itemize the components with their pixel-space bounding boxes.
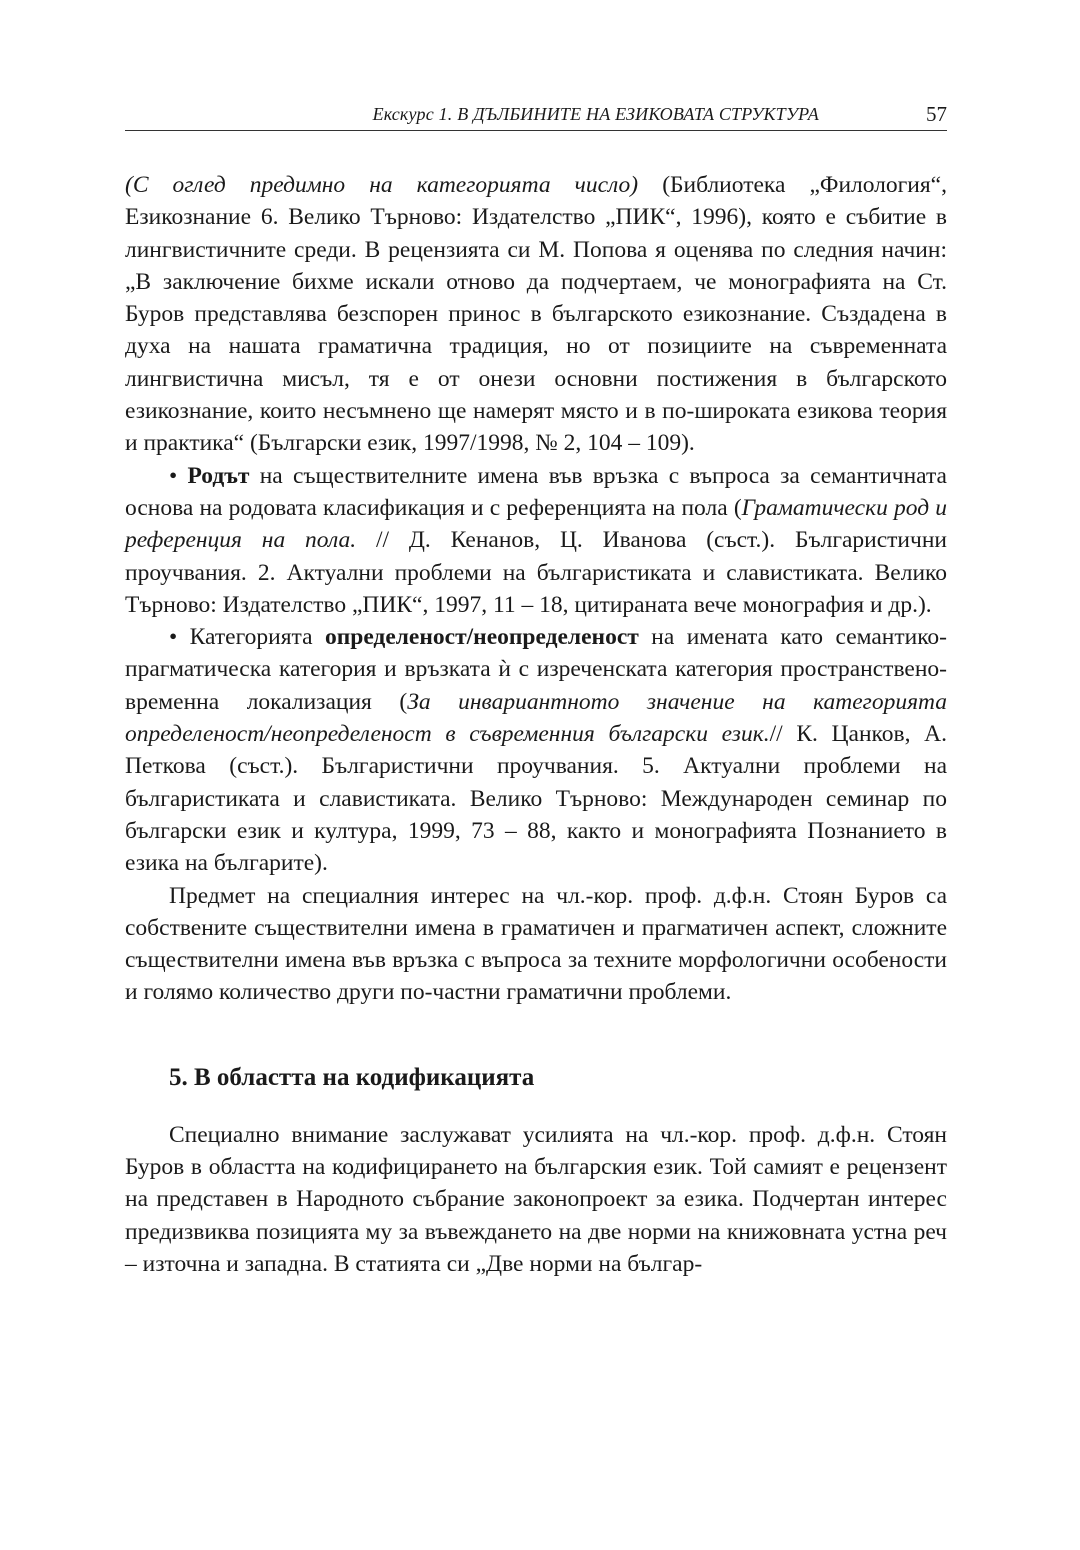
bullet-text: Категорията	[177, 624, 325, 651]
bullet-text: на съществителните имена във връзка с въпроса за семантичната основа на родовата класификация и с референцията на пола (	[125, 462, 947, 521]
page-body	[125, 169, 947, 1280]
bold-term: Родът	[187, 462, 250, 489]
paragraph: Специално внимание заслужават усилията на чл.-кор. проф. д.ф.н. Стоян Буров в областта на кодифицирането на българския език. Той самият е рецензент на представен в Народното събрание законопроект за езика. Подчертан интерес предизвиква позицията му за въвеждането на две норми на книжовната устна реч – източна и западна. В статията си „Две норми на българ-	[125, 1121, 947, 1277]
paragraph-text: (Библиотека „Филология“, Езикознание 6. Велико Търново: Издателство „ПИК“, 1996), която е събитие в лингвистичните среди. В рецензията си М. Попова я оценява по следния начин: „В заключение бихме искали отново да подчертаем, че монографията на Ст. Буров представлява безспорен принос в българското езикознание. Създадена в духа на нашата граматична традиция, но от позициите на съвременната лингвистична мисъл, тя е от онези основни постижения в българското езикознание, които несъмнено ще намерят място и в по-широката езикова теория и практика“ (Български език, 1997/1998, № 2, 104 – 109).	[125, 172, 947, 457]
bullet-item-gender	[125, 460, 947, 621]
bullet-marker: •	[169, 624, 178, 651]
running-header	[125, 104, 947, 131]
bullet-text: // Д. Кенанов, Ц. Иванова (съст.). Българистични проучвания. 2. Актуални проблеми на българистиката и славистиката. Велико Търново: Издателство „ПИК“, 1997, 11 – 18, цитираната вече монография и др.).	[125, 527, 947, 618]
bold-term: определеност/неопределеност	[324, 624, 639, 651]
italic-title: (С оглед предимно на категорията число)	[125, 172, 639, 198]
section-heading: 5. В областта на кодификацията	[169, 1063, 535, 1091]
bullet-text: на имената като семантико-прагматическа категория и връзката ѝ с изреченската категория пространствено-временна локализация (	[125, 624, 947, 715]
italic-title: За инвариантното значение на категорията определеност/неопределеност в съвременния български език.	[125, 688, 948, 748]
paragraph-continuation	[125, 169, 947, 460]
page-number: 57	[926, 102, 947, 126]
bullet-marker: •	[169, 462, 178, 489]
italic-title: Граматически род и референция на пола.	[125, 494, 948, 554]
bullet-text: // К. Цанков, А. Петкова (съст.). Българистични проучвания. 5. Актуални проблеми на българистиката и славистиката. Велико Търново: Международен семинар по български език и култура, 1999, 73 – 88, както и монографията Познанието в езика на българите).	[125, 721, 947, 877]
bullet-item-definiteness	[125, 621, 947, 879]
paragraph: Предмет на специалния интерес на чл.-кор. проф. д.ф.н. Стоян Буров са собствените съществителни имена в граматичен и прагматичен аспект, сложните съществителни имена във връзка с въпроса за техните морфологични особености и голямо количество други по-частни граматични проблеми.	[125, 882, 947, 1006]
running-title: Екскурс 1. В ДЪЛБИНИТЕ НА ЕЗИКОВАТА СТРУКТУРА	[372, 104, 819, 124]
